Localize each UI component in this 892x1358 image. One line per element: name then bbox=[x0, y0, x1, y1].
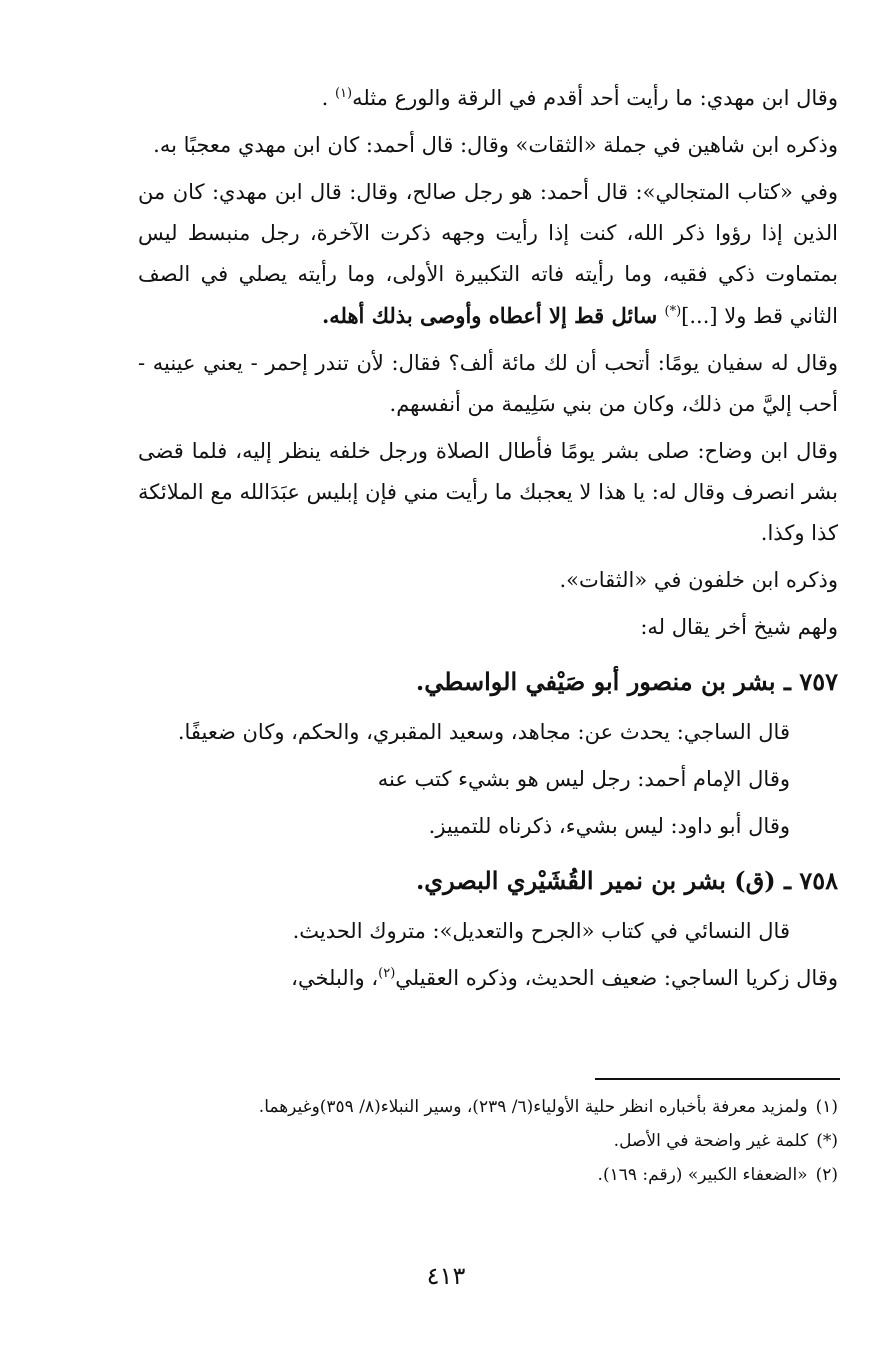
paragraph-text: وقال ابن وضاح: صلى بشر يومًا فأطال الصلاة ورجل خلفه ينظر إليه، فلما قضى بشر انصرف وقال له: يا هذا لا يعجبك ما رأيت مني فإن إبليس عبَدَالله مع الملائكة كذا وكذا. bbox=[138, 439, 838, 545]
main-text bbox=[138, 78, 838, 1005]
paragraph bbox=[138, 560, 838, 601]
paragraph bbox=[138, 125, 838, 166]
entry-758-text-tail: ، والبلخي، bbox=[291, 966, 379, 990]
entry-758-line bbox=[138, 958, 838, 999]
footnote-mark: (*) bbox=[816, 1131, 838, 1151]
footnote-text: ولمزيد معرفة بأخباره انظر حلية الأولياء(٦/ ٢٣٩)، وسير النبلاء(٨/ ٣٥٩)وغيرهما. bbox=[258, 1097, 808, 1117]
footnote-mark: (١) bbox=[815, 1097, 838, 1117]
footnotes bbox=[138, 1090, 838, 1192]
footnote-mark: (٢) bbox=[815, 1165, 838, 1185]
paragraph-text: ولهم شيخ أخر يقال له: bbox=[640, 615, 838, 639]
footnote-ref: (٢) bbox=[378, 966, 396, 981]
paragraph bbox=[138, 172, 838, 337]
footnote-text: «الضعفاء الكبير» (رقم: ١٦٩). bbox=[597, 1165, 808, 1185]
paragraph-text: وقال له سفيان يومًا: أتحب أن لك مائة ألف؟ فقال: لأن تندر إحمر - يعني عينيه - أحب إليَّ من ذلك، وكان من بني سَلِيمة من أنفسهم. bbox=[138, 351, 838, 416]
paragraph bbox=[138, 78, 838, 119]
footnote bbox=[138, 1090, 838, 1124]
entry-758-line: قال النسائي في كتاب «الجرح والتعديل»: متروك الحديث. bbox=[292, 919, 790, 943]
footnote-divider bbox=[595, 1078, 840, 1080]
paragraph bbox=[138, 431, 838, 554]
entry-757-line: وقال الإمام أحمد: رجل ليس هو بشيء كتب عنه bbox=[377, 767, 790, 791]
footnote bbox=[138, 1158, 838, 1192]
paragraph-text-tail: . bbox=[321, 86, 335, 110]
footnote-ref: (*) bbox=[664, 304, 682, 319]
paragraph-text: وذكره ابن شاهين في جملة «الثقات» وقال: قال أحمد: كان ابن مهدي معجبًا به. bbox=[153, 133, 838, 157]
entry-758-text: وقال زكريا الساجي: ضعيف الحديث، وذكره العقيلي bbox=[395, 966, 838, 990]
entry-heading-758: ٧٥٨ ـ (ق) بشر بن نمير القُشَيْري البصري. bbox=[415, 866, 838, 895]
paragraph-text: وقال ابن مهدي: ما رأيت أحد أقدم في الرقة والورع مثله bbox=[352, 86, 838, 110]
entry-757-line: وقال أبو داود: ليس بشيء، ذكرناه للتمييز. bbox=[428, 814, 790, 838]
paragraph-text: وفي «كتاب المتجالي»: قال أحمد: هو رجل صالح، وقال: قال ابن مهدي: كان من الذين إذا رؤوا ذكر الله، كنت إذا رأيت وجهه ذكرت الآخرة، رجل منبسط ليس بمتماوت ذكي فقيه، وما رأيته فاته التكبيرة الأولى، وما رأيته يصلي في الصف الثاني قط ولا [...] bbox=[138, 180, 838, 328]
entry-757-line: قال الساجي: يحدث عن: مجاهد، وسعيد المقبري، والحكم، وكان ضعيفًا. bbox=[177, 720, 790, 744]
footnote-ref: (١) bbox=[334, 86, 353, 101]
footnote-text: كلمة غير واضحة في الأصل. bbox=[613, 1131, 809, 1151]
paragraph bbox=[138, 343, 838, 425]
entry-heading-757: ٧٥٧ ـ بشر بن منصور أبو صَيْفي الواسطي. bbox=[415, 667, 838, 696]
paragraph-text: وذكره ابن خلفون في «الثقات». bbox=[559, 568, 838, 592]
footnote bbox=[138, 1124, 838, 1158]
paragraph-text-tail: سائل قط إلا أعطاه وأوصى بذلك أهله. bbox=[321, 303, 665, 328]
paragraph bbox=[138, 607, 838, 648]
page-number: ٤١٣ bbox=[426, 1262, 466, 1290]
